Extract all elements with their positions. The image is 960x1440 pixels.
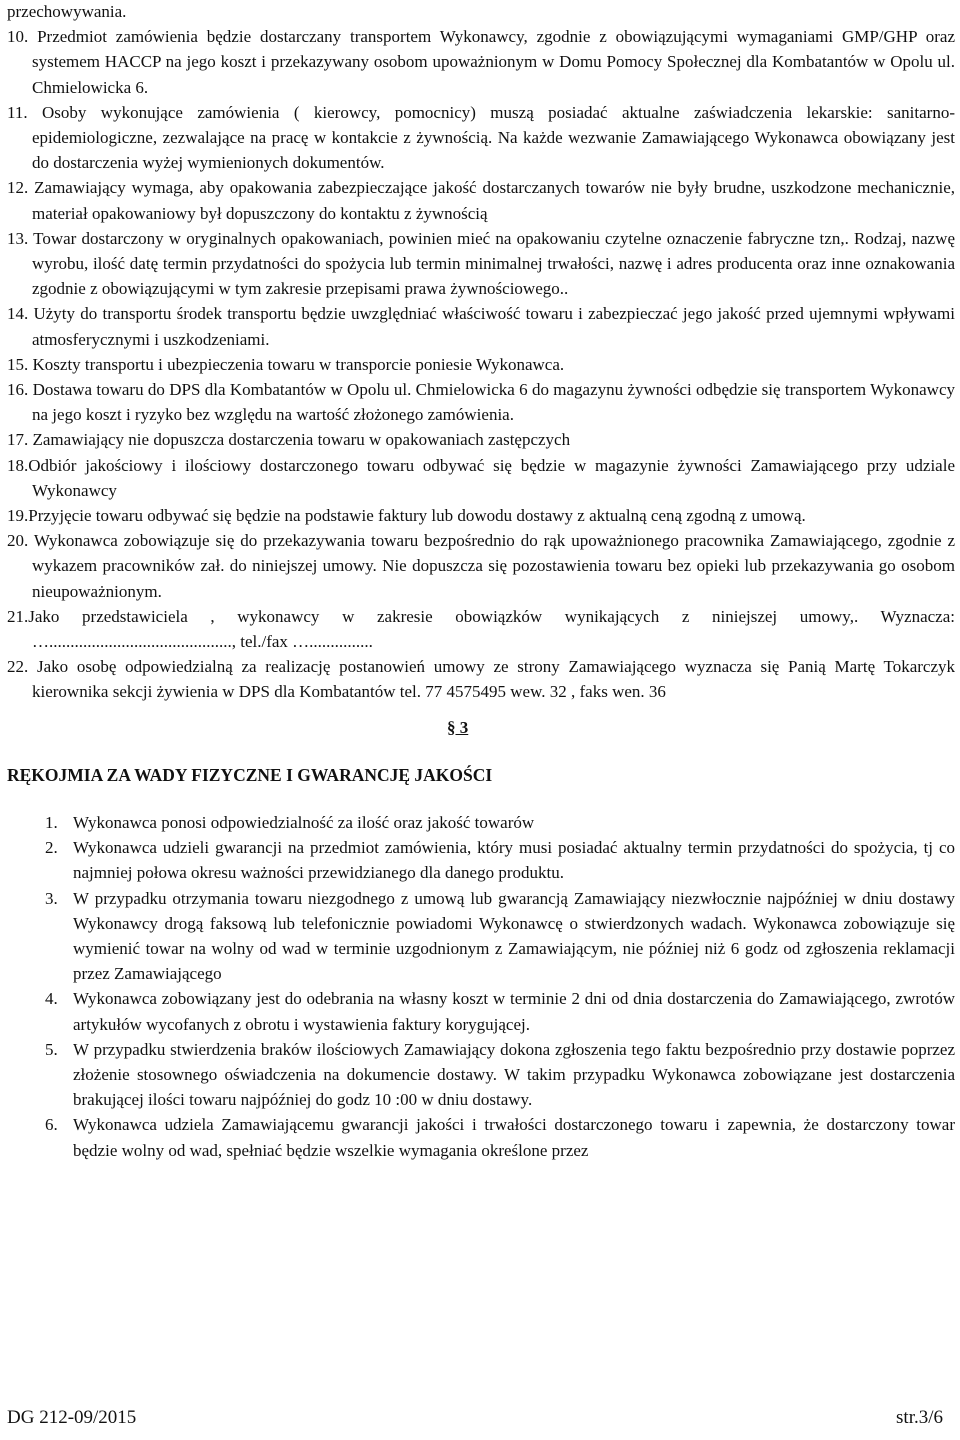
page-footer <box>7 1405 943 1430</box>
item-text: Wykonawca udziela Zamawiającemu gwarancji jakości i trwałości dostarczonego towaru i zapewnia, że dostarczony towar będzie wolny od wad, spełniać będzie wszelkie wymagania określone przez <box>73 1115 955 1160</box>
clause-11: 11. Osoby wykonujące zamówienia ( kierowcy, pomocnicy) muszą posiadać aktualne zaświadczenia lekarskie: sanitarno-epidemiologiczne, zezwalające na pracę w kontakcie z żywnością. Na każde wezwanie Zamawiającego Wykonawca obowiązany jest do dostarczenia wyżej wymienionych dokumentów. <box>7 102 955 173</box>
warranty-item <box>7 986 955 1036</box>
section-heading: RĘKOJMIA ZA WADY FIZYCZNE I GWARANCJĘ JAKOŚCI <box>7 764 493 785</box>
item-number: 2. <box>45 838 58 858</box>
clause-16: 16. Dostawa towaru do DPS dla Kombatantów w Opolu ul. Chmielowicka 6 do magazynu żywności odbędzie się transportem Wykonawcy na jego koszt i ryzyko bez względu na wartość złożonego zamówienia. <box>7 380 955 425</box>
item-text: Wykonawca zobowiązany jest do odebrania na własny koszt w terminie 2 dni od dnia dostarczenia do Zamawiającego, zwrotów artykułów wycofanych z obrotu i wystawienia faktury korygującej. <box>73 989 955 1034</box>
clause-13: 13. Towar dostarczony w oryginalnych opakowaniach, powinien mieć na opakowaniu czytelne oznaczenie fabryczne tzn,. Rodzaj, nazwę wyrobu, ilość datę termin przydatności do spożycia lub termin minimalnej trwałości, nazwę i adres producenta oraz inne oznakowania zgodnie z obowiązującymi w tym zakresie przepisami prawa żywnościowego.. <box>7 228 955 299</box>
clause-15: 15. Koszty transportu i ubezpieczenia towaru w transporcie poniesie Wykonawca. <box>7 354 565 374</box>
clause-17: 17. Zamawiający nie dopuszcza dostarczenia towaru w opakowaniach zastępczych <box>7 430 571 450</box>
clause-19: 19.Przyjęcie towaru odbywać się będzie na podstawie faktury lub dowodu dostawy z aktualną ceną zgodną z umową. <box>7 506 806 526</box>
item-text: Wykonawca udzieli gwarancji na przedmiot zamówienia, który musi posiadać aktualny termin przydatności do spożycia, tj co najmniej połowa okresu ważności przewidzianego dla danego produktu. <box>73 838 955 883</box>
item-number: 6. <box>45 1115 58 1135</box>
document-id: DG 212-09/2015 <box>7 1407 137 1428</box>
item-number: 3. <box>45 888 58 908</box>
item-number: 4. <box>45 989 58 1009</box>
clause-22: 22. Jako osobę odpowiedzialną za realizację postanowień umowy ze strony Zamawiającego wyznacza się Panią Martę Tokarczyk kierownika sekcji żywienia w DPS dla Kombatantów tel. 77 4575495 wew. 32 , faks wen. 36 <box>7 657 955 702</box>
clause-18: 18.Odbiór jakościowy i ilościowy dostarczonego towaru odbywać się będzie w magazynie żywności Zamawiającego przy udziale Wykonawcy <box>7 455 955 500</box>
clause-10: 10. Przedmiot zamówienia będzie dostarczany transportem Wykonawcy, zgodnie z obowiązującymi wymaganiami GMP/GHP oraz systemem HACCP na jego koszt i przekazywany osobom upoważnionym w Domu Pomocy Społecznej dla Kombatantów w Opolu ul. Chmielowicka 6. <box>7 27 955 97</box>
warranty-item <box>7 835 955 885</box>
warranty-item <box>7 1112 955 1162</box>
section-mark: § 3 <box>447 717 469 737</box>
warranty-item <box>7 810 955 835</box>
page-number: str.3/6 <box>896 1407 943 1428</box>
clause-12: 12. Zamawiający wymaga, aby opakowania zabezpieczające jakość dostarczanych towarów nie były brudne, uszkodzone mechanicznie, materiał opakowaniowy był dopuszczony do kontaktu z żywnością <box>7 178 955 223</box>
clause-14: 14. Użyty do transportu środek transportu będzie uwzględniać właściwość towaru i zabezpieczać jego jakość przed ujemnymi wpływami atmosferycznymi i uszkodzeniami. <box>7 304 955 349</box>
item-number: 5. <box>45 1039 58 1059</box>
warranty-item <box>7 886 955 987</box>
lead-line: przechowywania. <box>7 2 127 21</box>
item-number: 1. <box>45 812 58 832</box>
clause-21: 21.Jako przedstawiciela , wykonawcy w zakresie obowiązków wynikających z niniejszej umowy,. Wyznacza: …..........................................., tel./fax …............... <box>7 606 955 652</box>
item-text: W przypadku stwierdzenia braków ilościowych Zamawiający dokona zgłoszenia tego faktu bezpośrednio przy dostawie poprzez złożenie stosownego oświadczenia na dokumencie dostawy. W takim przypadku Wykonawca zobowiązane jest dostarczenia brakującej ilości towaru najpóźniej do godz 10 :00 w dniu dostawy. <box>73 1039 955 1110</box>
warranty-item <box>7 1037 955 1113</box>
document-page <box>7 0 955 1163</box>
warranty-list <box>7 810 955 1163</box>
item-text: W przypadku otrzymania towaru niezgodnego z umową lub gwarancją Zamawiający niezwłocznie najpóźniej w dniu dostawy Wykonawcy drogą faksową lub telefonicznie powiadomi Wykonawcę o stwierdzonych wadach. Wykonawca zobowiązuje się wymienić towar na wolny od wad w terminie uzgodnionym z Zamawiającym, nie później niż 6 godz od zgłoszenia reklamacji przez Zamawiającego <box>73 888 955 984</box>
item-text: Wykonawca ponosi odpowiedzialność za ilość oraz jakość towarów <box>73 812 535 832</box>
clause-20: 20. Wykonawca zobowiązuje się do przekazywania towaru bezpośrednio do rąk upoważnionego pracownika Zamawiającego, zgodnie z wykazem pracowników zał. do niniejszej umowy. Nie dopuszcza się pozostawienia towaru bez opieki lub przekazywania go osobom nieupoważnionym. <box>7 531 955 601</box>
